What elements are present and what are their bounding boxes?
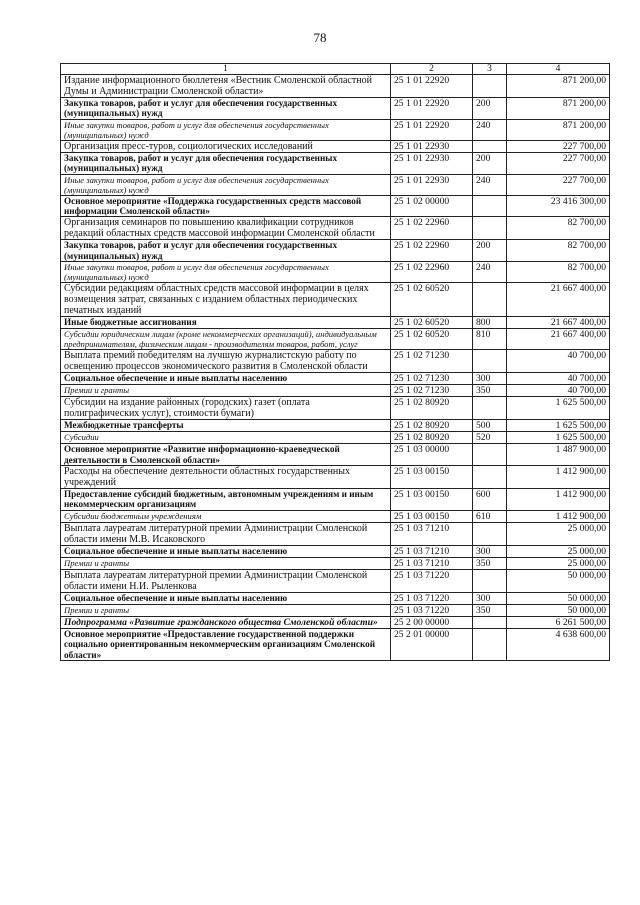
row-type-cell: 610 — [473, 510, 507, 522]
row-type-cell — [473, 569, 507, 592]
row-amount-cell: 227 700,00 — [507, 152, 610, 174]
table-row — [61, 75, 610, 98]
row-amount-cell: 227 700,00 — [507, 174, 610, 195]
table-row — [61, 174, 610, 195]
row-code-cell: 25 1 03 71210 — [391, 522, 473, 545]
row-code-cell: 25 1 03 71210 — [391, 545, 473, 557]
row-code-cell: 25 1 02 22960 — [391, 240, 473, 262]
row-name-cell: Субсидии бюджетным учреждениям — [61, 510, 391, 522]
row-amount-cell: 40 700,00 — [507, 350, 610, 373]
row-name-cell: Расходы на обеспечение деятельности областных государственных учреждений — [61, 466, 391, 489]
table-row — [61, 240, 610, 262]
table-row — [61, 466, 610, 489]
table-row — [61, 545, 610, 557]
row-type-cell: 600 — [473, 489, 507, 511]
row-name-cell: Организация пресс-туров, социологических исследований — [61, 140, 391, 152]
row-amount-cell: 871 200,00 — [507, 119, 610, 140]
row-amount-cell: 1 625 500,00 — [507, 420, 610, 432]
row-name-cell: Закупка товаров, работ и услуг для обеспечения государственных (муниципальных) нужд — [61, 152, 391, 174]
table-row — [61, 522, 610, 545]
table-row — [61, 385, 610, 397]
row-code-cell: 25 1 03 71220 — [391, 569, 473, 592]
row-name-cell: Основное мероприятие «Развитие информационно-краеведческой деятельности в Смоленской области» — [61, 444, 391, 466]
row-type-cell — [473, 75, 507, 98]
row-name-cell: Подпрограмма «Развитие гражданского общества Смоленской области» — [61, 616, 391, 628]
row-name-cell: Предоставление субсидий бюджетным, автономным учреждениям и иным некоммерческим организациям — [61, 489, 391, 511]
row-code-cell: 25 1 03 00150 — [391, 510, 473, 522]
row-amount-cell: 227 700,00 — [507, 140, 610, 152]
row-name-cell: Организация семинаров по повышению квалификации сотрудников редакций областных средств массовой информации Смоленской области — [61, 217, 391, 240]
table-row — [61, 397, 610, 420]
table-row — [61, 510, 610, 522]
row-amount-cell: 1 625 500,00 — [507, 432, 610, 444]
row-amount-cell: 21 667 400,00 — [507, 317, 610, 329]
table-row — [61, 283, 610, 317]
header-cell-code: 2 — [391, 64, 473, 75]
table-header-row — [61, 64, 610, 75]
table-row — [61, 98, 610, 120]
row-amount-cell: 21 667 400,00 — [507, 283, 610, 317]
row-amount-cell: 1 412 900,00 — [507, 510, 610, 522]
table-row — [61, 569, 610, 592]
table-row — [61, 195, 610, 217]
row-name-cell: Выплата премий победителям на лучшую журналистскую работу по освещению процессов экономического развития в Смоленской области — [61, 350, 391, 373]
row-amount-cell: 50 000,00 — [507, 604, 610, 616]
row-code-cell: 25 2 00 00000 — [391, 616, 473, 628]
row-name-cell: Основное мероприятие «Предоставление государственной поддержки социально ориентированным некоммерческим организациям Смоленской области» — [61, 628, 391, 660]
row-code-cell: 25 1 01 22920 — [391, 75, 473, 98]
row-type-cell — [473, 350, 507, 373]
row-name-cell: Основное мероприятие «Поддержка государственных средств массовой информации Смоленской области» — [61, 195, 391, 217]
row-type-cell: 300 — [473, 373, 507, 385]
row-type-cell — [473, 522, 507, 545]
row-code-cell: 25 1 02 71230 — [391, 373, 473, 385]
row-type-cell: 800 — [473, 317, 507, 329]
row-name-cell: Премии и гранты — [61, 557, 391, 569]
table-row — [61, 329, 610, 350]
row-code-cell: 25 1 02 71230 — [391, 385, 473, 397]
row-code-cell: 25 2 01 00000 — [391, 628, 473, 660]
row-amount-cell: 6 261 500,00 — [507, 616, 610, 628]
row-amount-cell: 871 200,00 — [507, 75, 610, 98]
row-type-cell — [473, 628, 507, 660]
row-type-cell: 520 — [473, 432, 507, 444]
row-amount-cell: 50 000,00 — [507, 592, 610, 604]
row-amount-cell: 82 700,00 — [507, 217, 610, 240]
row-type-cell: 200 — [473, 98, 507, 120]
row-code-cell: 25 1 01 22930 — [391, 140, 473, 152]
row-name-cell: Социальное обеспечение и иные выплаты населению — [61, 545, 391, 557]
row-name-cell: Издание информационного бюллетеня «Вестник Смоленской областной Думы и Администрации Смоленской области» — [61, 75, 391, 98]
row-amount-cell: 1 412 900,00 — [507, 466, 610, 489]
row-type-cell — [473, 140, 507, 152]
row-amount-cell: 1 625 500,00 — [507, 397, 610, 420]
row-amount-cell: 82 700,00 — [507, 240, 610, 262]
row-code-cell: 25 1 02 60520 — [391, 317, 473, 329]
row-type-cell: 350 — [473, 557, 507, 569]
row-amount-cell: 25 000,00 — [507, 557, 610, 569]
row-code-cell: 25 1 01 22920 — [391, 119, 473, 140]
row-name-cell: Иные закупки товаров, работ и услуг для обеспечения государственных (муниципальных) нужд — [61, 119, 391, 140]
row-code-cell: 25 1 01 22930 — [391, 174, 473, 195]
row-type-cell: 240 — [473, 174, 507, 195]
row-type-cell: 200 — [473, 240, 507, 262]
table-row — [61, 557, 610, 569]
row-name-cell: Иные закупки товаров, работ и услуг для обеспечения государственных (муниципальных) нужд — [61, 262, 391, 283]
table-row — [61, 420, 610, 432]
row-name-cell: Субсидии — [61, 432, 391, 444]
table-row — [61, 317, 610, 329]
row-name-cell: Выплата лауреатам литературной премии Администрации Смоленской области имени М.В. Исаковского — [61, 522, 391, 545]
row-code-cell: 25 1 02 80920 — [391, 432, 473, 444]
row-amount-cell: 1 412 900,00 — [507, 489, 610, 511]
row-amount-cell: 25 000,00 — [507, 545, 610, 557]
row-amount-cell: 4 638 600,00 — [507, 628, 610, 660]
table-row — [61, 350, 610, 373]
row-name-cell: Субсидии редакциям областных средств массовой информации в целях возмещения затрат, связанных с изданием областных периодических печатных изданий — [61, 283, 391, 317]
row-amount-cell: 82 700,00 — [507, 262, 610, 283]
row-code-cell: 25 1 02 00000 — [391, 195, 473, 217]
row-code-cell: 25 1 01 22920 — [391, 98, 473, 120]
header-cell-amount: 4 — [507, 64, 610, 75]
row-amount-cell: 40 700,00 — [507, 373, 610, 385]
row-type-cell — [473, 217, 507, 240]
row-name-cell: Выплата лауреатам литературной премии Администрации Смоленской области имени Н.И. Рыленкова — [61, 569, 391, 592]
row-amount-cell: 23 416 300,00 — [507, 195, 610, 217]
row-type-cell: 300 — [473, 545, 507, 557]
row-name-cell: Субсидии на издание районных (городских) газет (оплата полиграфических услуг), стоимости бумаги) — [61, 397, 391, 420]
table-row — [61, 592, 610, 604]
row-type-cell — [473, 616, 507, 628]
table-row — [61, 489, 610, 511]
table-row — [61, 604, 610, 616]
row-code-cell: 25 1 02 60520 — [391, 283, 473, 317]
row-type-cell: 810 — [473, 329, 507, 350]
row-name-cell: Иные закупки товаров, работ и услуг для обеспечения государственных (муниципальных) нужд — [61, 174, 391, 195]
row-amount-cell: 1 487 900,00 — [507, 444, 610, 466]
row-code-cell: 25 1 03 71220 — [391, 592, 473, 604]
row-type-cell: 200 — [473, 152, 507, 174]
header-cell-type: 3 — [473, 64, 507, 75]
row-amount-cell: 21 667 400,00 — [507, 329, 610, 350]
row-code-cell: 25 1 02 80920 — [391, 397, 473, 420]
row-code-cell: 25 1 03 00000 — [391, 444, 473, 466]
table-row — [61, 119, 610, 140]
table-row — [61, 628, 610, 660]
table-row — [61, 262, 610, 283]
row-amount-cell: 40 700,00 — [507, 385, 610, 397]
page-number: 78 — [313, 30, 327, 45]
row-type-cell: 350 — [473, 385, 507, 397]
row-amount-cell: 50 000,00 — [507, 569, 610, 592]
table-row — [61, 140, 610, 152]
row-code-cell: 25 1 03 71210 — [391, 557, 473, 569]
row-name-cell: Иные бюджетные ассигнования — [61, 317, 391, 329]
table-row — [61, 444, 610, 466]
row-code-cell: 25 1 03 00150 — [391, 466, 473, 489]
table-row — [61, 616, 610, 628]
row-code-cell: 25 1 01 22930 — [391, 152, 473, 174]
row-type-cell: 350 — [473, 604, 507, 616]
row-type-cell: 240 — [473, 262, 507, 283]
row-name-cell: Социальное обеспечение и иные выплаты населению — [61, 592, 391, 604]
row-code-cell: 25 1 02 71230 — [391, 350, 473, 373]
header-cell-name: 1 — [61, 64, 391, 75]
row-name-cell: Межбюджетные трансферты — [61, 420, 391, 432]
row-name-cell: Закупка товаров, работ и услуг для обеспечения государственных (муниципальных) нужд — [61, 98, 391, 120]
row-type-cell — [473, 397, 507, 420]
row-name-cell: Закупка товаров, работ и услуг для обеспечения государственных (муниципальных) нужд — [61, 240, 391, 262]
table-row — [61, 373, 610, 385]
row-name-cell: Субсидии юридическим лицам (кроме некоммерческих организаций), индивидуальным предпринимателям, физическим лицам - производителям товаров, работ, услуг — [61, 329, 391, 350]
row-code-cell: 25 1 03 00150 — [391, 489, 473, 511]
row-code-cell: 25 1 02 60520 — [391, 329, 473, 350]
row-type-cell: 500 — [473, 420, 507, 432]
row-amount-cell: 871 200,00 — [507, 98, 610, 120]
row-code-cell: 25 1 02 22960 — [391, 217, 473, 240]
row-type-cell — [473, 283, 507, 317]
row-name-cell: Премии и гранты — [61, 604, 391, 616]
table-row — [61, 152, 610, 174]
row-amount-cell: 25 000,00 — [507, 522, 610, 545]
row-name-cell: Социальное обеспечение и иные выплаты населению — [61, 373, 391, 385]
row-name-cell: Премии и гранты — [61, 385, 391, 397]
row-code-cell: 25 1 02 80920 — [391, 420, 473, 432]
budget-table — [60, 63, 610, 661]
row-code-cell: 25 1 03 71220 — [391, 604, 473, 616]
budget-table-body — [61, 64, 610, 661]
row-type-cell — [473, 444, 507, 466]
row-type-cell — [473, 466, 507, 489]
row-type-cell — [473, 195, 507, 217]
row-type-cell: 240 — [473, 119, 507, 140]
table-row — [61, 432, 610, 444]
table-row — [61, 217, 610, 240]
row-code-cell: 25 1 02 22960 — [391, 262, 473, 283]
row-type-cell: 300 — [473, 592, 507, 604]
